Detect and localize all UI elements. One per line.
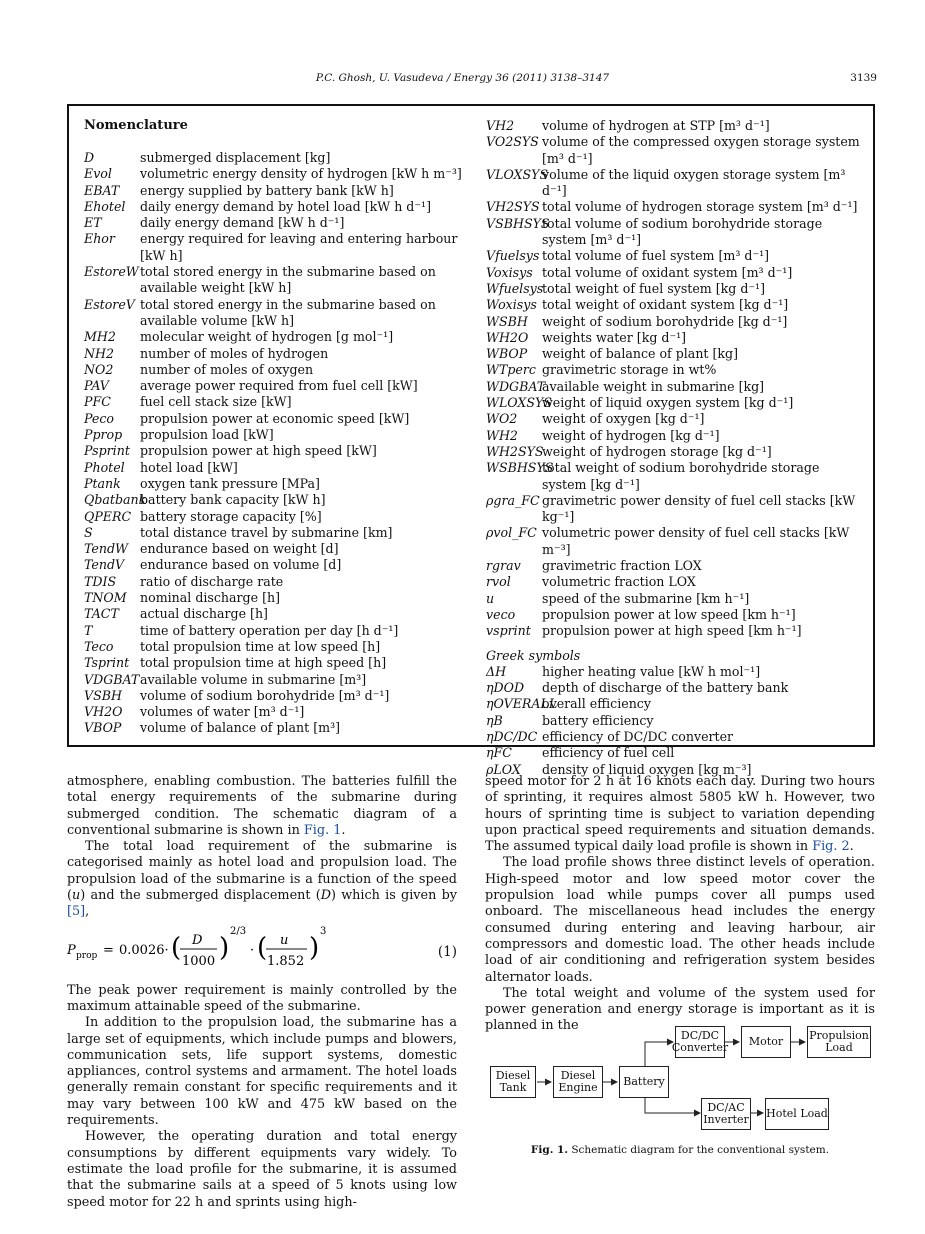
nomenclature-definition: weight of liquid oxygen system [kg d⁻¹] bbox=[542, 395, 794, 411]
nomenclature-definition: propulsion power at high speed [km h⁻¹] bbox=[542, 623, 802, 639]
nomenclature-definition: available volume in submarine [m³] bbox=[140, 671, 367, 687]
greek-symbols-heading: Greek symbols bbox=[486, 647, 581, 663]
nomenclature-symbol: Pprop bbox=[84, 427, 123, 443]
nomenclature-symbol: NH2 bbox=[84, 345, 115, 361]
nomenclature-row bbox=[84, 639, 464, 655]
svg-text:prop: prop bbox=[76, 950, 98, 961]
nomenclature-title: Nomenclature bbox=[84, 118, 188, 133]
nomenclature-row bbox=[486, 216, 866, 249]
dcdc-converter-block: DC/DC Converter bbox=[675, 1026, 725, 1058]
nomenclature-symbol: WDGBAT bbox=[486, 378, 546, 394]
nomenclature-row bbox=[486, 395, 866, 411]
nomenclature-symbol: Evol bbox=[84, 166, 112, 182]
nomenclature-row bbox=[486, 493, 866, 526]
nomenclature-definition: propulsion power at economic speed [kW] bbox=[140, 410, 410, 426]
nomenclature-row bbox=[84, 264, 464, 297]
nomenclature-definition: higher heating value [kW h mol⁻¹] bbox=[542, 663, 761, 679]
nomenclature-row bbox=[486, 362, 866, 378]
nomenclature-symbol: Woxisys bbox=[486, 297, 537, 313]
nomenclature-symbol: WH2O bbox=[486, 329, 529, 345]
diesel-engine-block: Diesel Engine bbox=[553, 1066, 603, 1098]
nomenclature-row bbox=[84, 394, 464, 410]
nomenclature-row bbox=[486, 118, 866, 134]
page-number: 3139 bbox=[850, 72, 877, 84]
nomenclature-row bbox=[486, 745, 866, 761]
nomenclature-definition: gravimetric fraction LOX bbox=[542, 558, 702, 574]
svg-text:D: D bbox=[192, 932, 203, 948]
nomenclature-symbol: Ehotel bbox=[84, 198, 126, 214]
nomenclature-row bbox=[84, 672, 464, 688]
nomenclature-definition: weight of hydrogen [kg d⁻¹] bbox=[542, 427, 720, 443]
nomenclature-row bbox=[486, 248, 866, 264]
nomenclature-row bbox=[84, 411, 464, 427]
figure-caption bbox=[485, 1144, 875, 1156]
nomenclature-symbol: Ptank bbox=[84, 475, 121, 491]
nomenclature-row bbox=[84, 623, 464, 639]
nomenclature-symbol: PAV bbox=[84, 378, 109, 394]
nomenclature-row bbox=[486, 330, 866, 346]
nomenclature-symbol: WSBH bbox=[486, 313, 528, 329]
schematic-diagram bbox=[485, 1018, 875, 1138]
nomenclature-row bbox=[84, 443, 464, 459]
nomenclature-symbol: Teco bbox=[84, 638, 114, 654]
nomenclature-definition: volume of hydrogen at STP [m³ d⁻¹] bbox=[542, 118, 770, 133]
nomenclature-row bbox=[486, 713, 866, 729]
left-paragraphs-continued bbox=[67, 983, 457, 1211]
nomenclature-symbol: veco bbox=[486, 606, 516, 622]
nomenclature-definition: total propulsion time at low speed [h] bbox=[140, 638, 381, 654]
nomenclature-symbol: MH2 bbox=[84, 329, 116, 345]
nomenclature-row bbox=[84, 688, 464, 704]
nomenclature-symbol: TendV bbox=[84, 557, 125, 573]
nomenclature-symbol: rgrav bbox=[486, 558, 521, 574]
nomenclature-row bbox=[486, 346, 866, 362]
nomenclature-definition: weight of balance of plant [kg] bbox=[542, 346, 739, 362]
caption-text: Schematic diagram for the conventional system. bbox=[571, 1144, 830, 1156]
nomenclature-row bbox=[84, 476, 464, 492]
nomenclature-left-column bbox=[84, 150, 464, 737]
body-left-column bbox=[67, 774, 457, 1211]
svg-text:0.0026·: 0.0026· bbox=[119, 942, 169, 958]
nomenclature-row bbox=[486, 444, 866, 460]
nomenclature-row bbox=[84, 492, 464, 508]
nomenclature-symbol: VSBH bbox=[84, 687, 122, 703]
nomenclature-symbol: TendW bbox=[84, 541, 128, 557]
nomenclature-row bbox=[84, 199, 464, 215]
nomenclature-definition: daily energy demand by hotel load [kW h d⁻¹] bbox=[140, 198, 431, 214]
nomenclature-row bbox=[84, 574, 464, 590]
svg-text:1000: 1000 bbox=[182, 953, 216, 969]
svg-text:·: · bbox=[250, 942, 255, 958]
nomenclature-definition: weight of sodium borohydride [kg d⁻¹] bbox=[542, 313, 788, 329]
paragraph: The total weight and volume of the system used for power generation and energy storage is important as it is planned in the bbox=[485, 985, 875, 1034]
nomenclature-symbol: VH2O bbox=[84, 704, 123, 720]
paragraph: The total load requirement of the submarine is categorised mainly as hotel load and propulsion load. The propulsion load of the submarine is a function of the speed (u) and the submerged displacement (D) which is given by [5], bbox=[67, 839, 457, 920]
nomenclature-row bbox=[84, 557, 464, 573]
fig1-link[interactable]: Fig. 1 bbox=[303, 822, 342, 838]
nomenclature-symbol: EBAT bbox=[84, 182, 120, 198]
nomenclature-symbol: Vfuelsys bbox=[486, 248, 540, 264]
nomenclature-symbol: ηOVERALL bbox=[486, 696, 558, 712]
nomenclature-symbol: ρLOX bbox=[486, 761, 521, 777]
paragraph: The load profile shows three distinct levels of operation. High-speed motor and low speed motor cover the propulsion load while pumps cover all pumps used onboard. The miscellaneous head includes the energy consumed during entering and leaving harbour, air compressors and domestic load. The other heads include load of air conditioning and refrigeration system besides alternator loads. bbox=[485, 855, 875, 985]
nomenclature-definition: time of battery operation per day [h d⁻¹] bbox=[140, 622, 399, 638]
battery-block: Battery bbox=[619, 1066, 669, 1098]
nomenclature-symbol: ρgra_FC bbox=[486, 492, 540, 508]
nomenclature-definition: total stored energy in the submarine based on available volume [kW h] bbox=[140, 296, 436, 328]
paragraph: In addition to the propulsion load, the submarine has a large set of equipments, which include pumps and blowers, communication sets, life support systems, domestic appliances, control systems and armament. The hotel loads generally remain constant for specific requirements and it may vary between 100 kW and 475 kW based on the requirements. bbox=[67, 1015, 457, 1129]
svg-text:P: P bbox=[67, 942, 76, 958]
nomenclature-row bbox=[84, 346, 464, 362]
nomenclature-row bbox=[84, 606, 464, 622]
nomenclature-row bbox=[486, 664, 866, 680]
nomenclature-definition: nominal discharge [h] bbox=[140, 590, 281, 606]
nomenclature-symbol: WSBHSYS bbox=[486, 460, 554, 476]
nomenclature-symbol: QPERC bbox=[84, 508, 132, 524]
nomenclature-row bbox=[84, 150, 464, 166]
nomenclature-symbol: Qbatbank bbox=[84, 492, 147, 508]
nomenclature-symbol: T bbox=[84, 622, 93, 638]
nomenclature-row bbox=[486, 623, 866, 639]
nomenclature-definition: energy supplied by battery bank [kW h] bbox=[140, 182, 394, 198]
nomenclature-symbol: WH2SYS bbox=[486, 443, 544, 459]
nomenclature-symbol: WO2 bbox=[486, 411, 518, 427]
nomenclature-symbol: Psprint bbox=[84, 443, 130, 459]
nomenclature-symbol: Peco bbox=[84, 410, 114, 426]
nomenclature-symbol: Photel bbox=[84, 459, 125, 475]
nomenclature-symbol: EstoreW bbox=[84, 264, 139, 280]
nomenclature-definition: total volume of sodium borohydride storage system [m³ d⁻¹] bbox=[542, 215, 823, 248]
equation-number: (1) bbox=[437, 943, 457, 960]
nomenclature-definition: average power required from fuel cell [kW] bbox=[140, 378, 418, 394]
svg-text:2/3: 2/3 bbox=[230, 925, 247, 937]
nomenclature-definition: ratio of discharge rate bbox=[140, 573, 284, 589]
nomenclature-row bbox=[84, 362, 464, 378]
nomenclature-definition: propulsion power at low speed [km h⁻¹] bbox=[542, 606, 796, 622]
nomenclature-symbol: rvol bbox=[486, 574, 511, 590]
paragraph: The peak power requirement is mainly controlled by the maximum attainable speed of the submarine. bbox=[67, 982, 457, 1014]
nomenclature-symbol: Ehor bbox=[84, 231, 115, 247]
svg-text:=: = bbox=[103, 942, 114, 958]
nomenclature-definition: propulsion power at high speed [kW] bbox=[140, 443, 377, 459]
nomenclature-definition: efficiency of fuel cell bbox=[542, 745, 675, 761]
nomenclature-symbol: VH2 bbox=[486, 118, 515, 133]
svg-text:(: ( bbox=[171, 932, 182, 963]
nomenclature-symbol: Voxisys bbox=[486, 264, 533, 280]
nomenclature-row bbox=[486, 460, 866, 493]
nomenclature-row bbox=[84, 590, 464, 606]
nomenclature-row bbox=[486, 574, 866, 590]
nomenclature-definition: total weight of fuel system [kg d⁻¹] bbox=[542, 280, 766, 296]
nomenclature-definition: total weight of sodium borohydride storage system [kg d⁻¹] bbox=[542, 460, 820, 492]
nomenclature-definition: volumetric energy density of hydrogen [kW h m⁻³] bbox=[140, 166, 462, 182]
svg-text:): ) bbox=[309, 932, 320, 963]
nomenclature-symbol: Wfuelsys bbox=[486, 280, 544, 296]
nomenclature-symbol: Tsprint bbox=[84, 655, 130, 671]
nomenclature-row bbox=[486, 729, 866, 745]
nomenclature-row bbox=[84, 329, 464, 345]
nomenclature-symbol: vsprint bbox=[486, 623, 531, 639]
nomenclature-symbol: TNOM bbox=[84, 590, 127, 606]
nomenclature-row bbox=[84, 427, 464, 443]
nomenclature-symbol: VO2SYS bbox=[486, 134, 539, 150]
nomenclature-definition: number of moles of oxygen bbox=[140, 361, 314, 377]
nomenclature-symbol: WLOXSYS bbox=[486, 395, 552, 411]
nomenclature-symbol: VSBHSYS bbox=[486, 215, 550, 231]
nomenclature-symbol: ΔH bbox=[486, 663, 507, 679]
nomenclature-definition: gravimetric power density of fuel cell stacks [kW kg⁻¹] bbox=[542, 492, 856, 525]
svg-text:3: 3 bbox=[320, 925, 327, 937]
svg-text:u: u bbox=[280, 932, 289, 948]
nomenclature-definition: volume of balance of plant [m³] bbox=[140, 720, 341, 736]
nomenclature-definition: total propulsion time at high speed [h] bbox=[140, 655, 387, 671]
nomenclature-definition: battery bank capacity [kW h] bbox=[140, 492, 326, 508]
nomenclature-definition: gravimetric storage in wt% bbox=[542, 362, 717, 378]
nomenclature-row bbox=[486, 297, 866, 313]
nomenclature-definition: efficiency of DC/DC converter bbox=[542, 728, 734, 744]
nomenclature-row bbox=[486, 167, 866, 200]
nomenclature-symbol: VBOP bbox=[84, 720, 122, 736]
nomenclature-symbol: WH2 bbox=[486, 427, 518, 443]
nomenclature-definition: battery efficiency bbox=[542, 712, 654, 728]
nomenclature-definition: volumes of water [m³ d⁻¹] bbox=[140, 704, 305, 720]
propulsion-load-block: Propulsion Load bbox=[807, 1026, 871, 1058]
nomenclature-definition: actual discharge [h] bbox=[140, 606, 268, 622]
nomenclature-row bbox=[486, 199, 866, 215]
nomenclature-symbol: S bbox=[84, 524, 93, 540]
nomenclature-definition: weights water [kg d⁻¹] bbox=[542, 329, 687, 345]
svg-text:(: ( bbox=[257, 932, 268, 963]
nomenclature-symbol: ηB bbox=[486, 712, 503, 728]
nomenclature-row bbox=[84, 704, 464, 720]
nomenclature-definition: fuel cell stack size [kW] bbox=[140, 394, 292, 410]
body-right-column bbox=[485, 774, 875, 1035]
nomenclature-row bbox=[486, 265, 866, 281]
nomenclature-symbol: ηDC/DC bbox=[486, 728, 538, 744]
nomenclature-definition: battery storage capacity [%] bbox=[140, 508, 322, 524]
nomenclature-symbol: VLOXSYS bbox=[486, 166, 549, 182]
nomenclature-definition: endurance based on weight [d] bbox=[140, 541, 339, 557]
nomenclature-symbol: ρvol_FC bbox=[486, 525, 537, 541]
nomenclature-row bbox=[486, 379, 866, 395]
nomenclature-row bbox=[84, 720, 464, 736]
nomenclature-symbol: EstoreV bbox=[84, 296, 135, 312]
nomenclature-definition: total stored energy in the submarine based on available weight [kW h] bbox=[140, 264, 436, 296]
nomenclature-definition: total weight of oxidant system [kg d⁻¹] bbox=[542, 297, 789, 313]
nomenclature-symbol: NO2 bbox=[84, 361, 114, 377]
nomenclature-definition: submerged displacement [kg] bbox=[140, 150, 331, 165]
nomenclature-definition: total volume of fuel system [m³ d⁻¹] bbox=[542, 248, 770, 264]
nomenclature-definition: volumetric fraction LOX bbox=[542, 574, 696, 590]
nomenclature-definition: volume of the compressed oxygen storage system [m³ d⁻¹] bbox=[542, 134, 860, 166]
nomenclature-definition: speed of the submarine [km h⁻¹] bbox=[542, 590, 750, 606]
svg-text:): ) bbox=[219, 932, 230, 963]
caption-label: Fig. 1. bbox=[530, 1144, 568, 1156]
nomenclature-row bbox=[84, 460, 464, 476]
nomenclature-definition: number of moles of hydrogen bbox=[140, 345, 329, 361]
nomenclature-symbol: u bbox=[486, 590, 495, 606]
dcac-inverter-block: DC/AC Inverter bbox=[701, 1098, 751, 1130]
citation: P.C. Ghosh, U. Vasudeva / Energy 36 (2011) 3138–3147 bbox=[315, 72, 610, 84]
nomenclature-symbol: ET bbox=[84, 215, 102, 231]
nomenclature-symbol: WBOP bbox=[486, 346, 528, 362]
nomenclature-definition: volumetric power density of fuel cell stacks [kW m⁻³] bbox=[542, 525, 850, 557]
paragraph: However, the operating duration and total energy consumptions by different equipments vary widely. To estimate the load profile for the submarine, it is assumed that the submarine sails at a speed of 5 knots using low speed motor for 22 h and sprints using high- bbox=[67, 1129, 457, 1210]
nomenclature-row bbox=[486, 134, 866, 167]
nomenclature-row bbox=[486, 680, 866, 696]
nomenclature-definition: oxygen tank pressure [MPa] bbox=[140, 475, 320, 491]
nomenclature-definition: density of liquid oxygen [kg m⁻³] bbox=[542, 761, 752, 777]
nomenclature-row bbox=[486, 314, 866, 330]
paragraph: speed motor for 2 h at 16 knots each day. During two hours of sprinting, it requires almost 5805 kW h. However, two hours of sprinting time is subject to variation depending upon practical speed requirements and situation demands. The assumed typical daily load profile is shown in Fig. 2. bbox=[485, 774, 875, 855]
nomenclature-definition: available weight in submarine [kg] bbox=[542, 378, 765, 394]
nomenclature-symbol: WTperc bbox=[486, 362, 536, 378]
fig2-link[interactable]: Fig. 2 bbox=[812, 839, 850, 855]
nomenclature-definition: volume of the liquid oxygen storage system [m³ d⁻¹] bbox=[542, 166, 846, 199]
nomenclature-symbol: VDGBAT bbox=[84, 671, 140, 687]
nomenclature-row bbox=[486, 428, 866, 444]
nomenclature-row bbox=[84, 655, 464, 671]
nomenclature-row bbox=[84, 525, 464, 541]
nomenclature-definition: propulsion load [kW] bbox=[140, 427, 274, 443]
nomenclature-row bbox=[486, 281, 866, 297]
nomenclature-row bbox=[84, 378, 464, 394]
nomenclature-row bbox=[84, 541, 464, 557]
equation-1 bbox=[67, 921, 457, 983]
nomenclature-row bbox=[486, 525, 866, 558]
nomenclature-symbol: VH2SYS bbox=[486, 199, 540, 215]
equation-graphic bbox=[67, 920, 367, 980]
nomenclature-definition: endurance based on volume [d] bbox=[140, 557, 342, 573]
nomenclature-symbol: D bbox=[84, 150, 95, 165]
nomenclature-definition: energy required for leaving and entering harbour [kW h] bbox=[140, 231, 458, 263]
svg-text:1.852: 1.852 bbox=[267, 953, 305, 969]
paragraph: atmosphere, enabling combustion. The batteries fulfill the total energy requirements of the submarine during submerged condition. The schematic diagram of a conventional submarine is shown in Fig. 1. bbox=[67, 774, 457, 838]
nomenclature-row bbox=[84, 509, 464, 525]
nomenclature-symbol: TACT bbox=[84, 606, 119, 622]
nomenclature-symbol: ηDOD bbox=[486, 680, 525, 696]
nomenclature-row bbox=[84, 183, 464, 199]
nomenclature-definition: daily energy demand [kW h d⁻¹] bbox=[140, 215, 345, 231]
nomenclature-definition: total volume of hydrogen storage system [m³ d⁻¹] bbox=[542, 199, 858, 215]
nomenclature-row bbox=[84, 231, 464, 264]
nomenclature-row bbox=[84, 297, 464, 330]
nomenclature-definition: total distance travel by submarine [km] bbox=[140, 524, 393, 540]
nomenclature-definition: hotel load [kW] bbox=[140, 459, 238, 475]
nomenclature-symbol: TDIS bbox=[84, 573, 117, 589]
nomenclature-definition: weight of oxygen [kg d⁻¹] bbox=[542, 411, 705, 427]
nomenclature-row bbox=[486, 591, 866, 607]
nomenclature-definition: total volume of oxidant system [m³ d⁻¹] bbox=[542, 264, 793, 280]
nomenclature-definition: weight of hydrogen storage [kg d⁻¹] bbox=[542, 443, 772, 459]
nomenclature-row bbox=[84, 166, 464, 182]
nomenclature-definition: volume of sodium borohydride [m³ d⁻¹] bbox=[140, 687, 390, 703]
nomenclature-definition: molecular weight of hydrogen [g mol⁻¹] bbox=[140, 329, 394, 345]
hotel-load-block: Hotel Load bbox=[765, 1098, 829, 1130]
nomenclature-definition: depth of discharge of the battery bank bbox=[542, 680, 789, 696]
nomenclature-row bbox=[486, 607, 866, 623]
nomenclature-definition: overall efficiency bbox=[542, 696, 651, 712]
motor-block: Motor bbox=[741, 1026, 791, 1058]
nomenclature-row bbox=[486, 558, 866, 574]
nomenclature-right-column bbox=[486, 118, 866, 778]
diesel-tank-block: Diesel Tank bbox=[490, 1066, 536, 1098]
nomenclature-symbol: PFC bbox=[84, 394, 111, 410]
nomenclature-row bbox=[486, 411, 866, 427]
nomenclature-row bbox=[84, 215, 464, 231]
nomenclature-row bbox=[486, 696, 866, 712]
nomenclature-symbol: ηFC bbox=[486, 745, 512, 761]
ref5-link[interactable]: [5] bbox=[67, 904, 86, 920]
